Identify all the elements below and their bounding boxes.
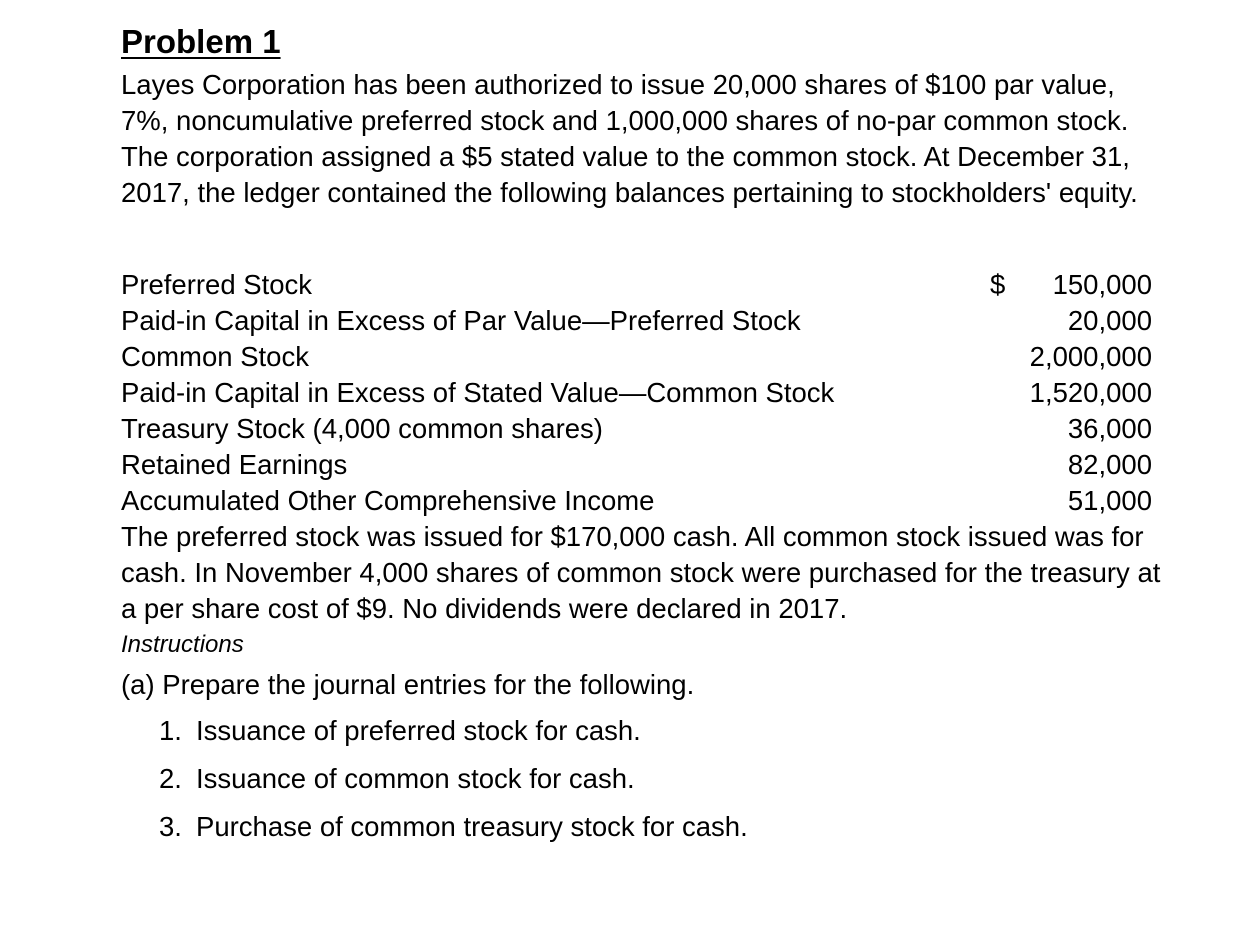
step-number: 2. <box>159 763 182 794</box>
step-text: Issuance of preferred stock for cash. <box>196 715 641 746</box>
step-text: Purchase of common treasury stock for cash. <box>196 811 748 842</box>
list-item <box>159 713 1161 749</box>
steps-list <box>121 713 1161 845</box>
balance-label: Treasury Stock (4,000 common shares) <box>121 413 603 444</box>
list-item <box>159 761 1161 797</box>
balance-label: Paid-in Capital in Excess of Stated Value—Common Stock <box>121 377 835 408</box>
balance-amount: 2,000,000 <box>1029 341 1152 372</box>
balance-amount: 36,000 <box>1067 413 1152 444</box>
balance-row <box>121 483 1152 519</box>
balance-label: Preferred Stock <box>121 269 313 300</box>
balance-label: Accumulated Other Comprehensive Income <box>121 485 655 516</box>
balance-row <box>121 339 1152 375</box>
balance-amount: 1,520,000 <box>1029 377 1152 408</box>
balances-table <box>121 267 1152 519</box>
balance-row <box>121 447 1152 483</box>
transactions-paragraph: The preferred stock was issued for $170,000 cash. All common stock issued was for cash. In November 4,000 shares of common stock were purchased for the treasury at a per share cost of $9. No dividends were declared in 2017. <box>121 521 1161 624</box>
balance-label: Paid-in Capital in Excess of Par Value—Preferred Stock <box>121 305 801 336</box>
currency-symbol: $ <box>990 269 1006 300</box>
balance-amount: 82,000 <box>1067 449 1152 480</box>
step-number: 3. <box>159 811 182 842</box>
balance-label: Retained Earnings <box>121 449 348 480</box>
intro-paragraph: Layes Corporation has been authorized to issue 20,000 shares of $100 par value, 7%, noncumulative preferred stock and 1,000,000 shares of no-par common stock. The corporation assigned a $5 stated value to the common stock. At December 31, 2017, the ledger contained the following balances pertaining to stockholders' equity. <box>121 69 1138 208</box>
balance-amount: 51,000 <box>1067 485 1152 516</box>
balance-label: Common Stock <box>121 341 309 372</box>
balance-row <box>121 303 1152 339</box>
balance-amount: 150,000 <box>1052 269 1152 300</box>
part-a-prompt: (a) Prepare the journal entries for the following. <box>121 669 695 700</box>
list-item <box>159 809 1161 845</box>
balance-row <box>121 411 1152 447</box>
step-number: 1. <box>159 715 182 746</box>
balance-amount: 20,000 <box>1067 305 1152 336</box>
balance-row <box>121 375 1152 411</box>
balance-row <box>121 267 1152 303</box>
problem-title: Problem 1 <box>121 23 281 60</box>
step-text: Issuance of common stock for cash. <box>196 763 635 794</box>
instructions-heading: Instructions <box>121 631 244 658</box>
problem-document <box>121 22 1161 857</box>
